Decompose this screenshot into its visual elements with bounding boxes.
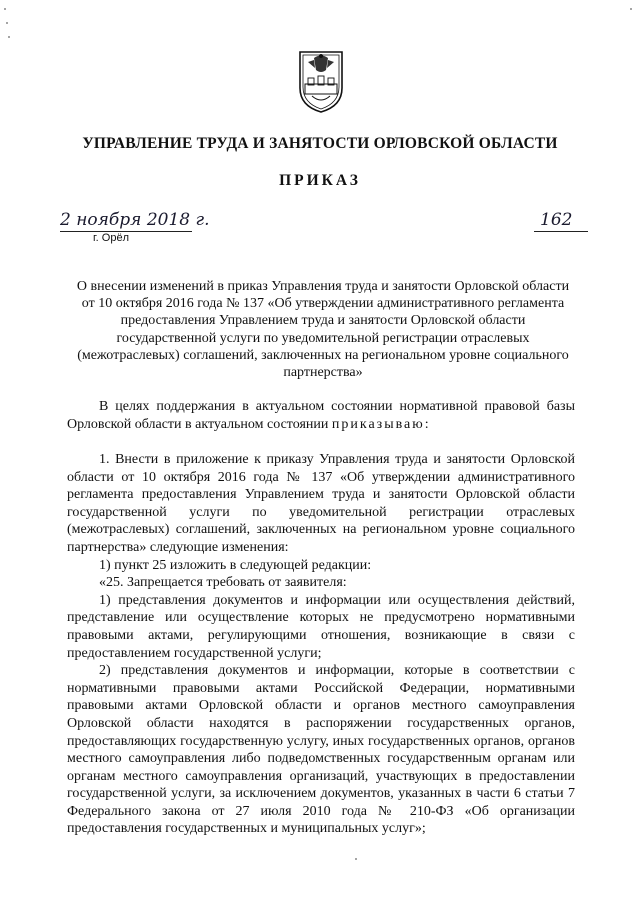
organization-title: УПРАВЛЕНИЕ ТРУДА И ЗАНЯТОСТИ ОРЛОВСКОЙ ОБЛАСТИ	[82, 135, 558, 152]
scan-speck	[6, 22, 8, 24]
scan-speck	[630, 8, 632, 10]
order-subject: О внесении изменений в приказ Управления труда и занятости Орловской области от 10 октября 2016 года № 137 «Об утверждении административного регламента предоставления Управлением труда и занятости Орловской области государственной услуги по уведомительной регистрации отраслевых (межотраслевых) соглашений, заключенных на региональном уровне социального партнерства»	[76, 279, 570, 381]
body-paragraph: 1. Внести в приложение к приказу Управления труда и занятости Орловской области от 10 октября 2016 года № 137 «Об утверждении административного регламента предоставления Управлением труда и занятости Орловской области государственной услуги по уведомительной регистрации отраслевых (межотраслевых) соглашений, заключенных на региональном уровне социального партнерства» следующие изменения:	[67, 452, 575, 555]
handwritten-number: 162	[540, 210, 573, 230]
body-paragraph: 1) пункт 25 изложить в следующей редакции:	[99, 557, 372, 573]
handwritten-date: 2 ноября 2018 г.	[60, 210, 210, 230]
number-underline	[534, 231, 588, 232]
scan-speck	[8, 36, 10, 38]
scan-speck	[355, 858, 357, 860]
body-paragraph: «25. Запрещается требовать от заявителя:	[99, 575, 347, 591]
preamble-text: В целях поддержания в актуальном состоянии нормативной правовой базы Орловской области в актуальном состоянии	[67, 399, 575, 432]
preamble-paragraph	[67, 398, 575, 433]
orel-coat-of-arms-icon	[296, 48, 346, 114]
scan-speck	[4, 8, 6, 10]
order-body	[67, 451, 575, 838]
document-type-title: ПРИКАЗ	[279, 172, 361, 189]
preamble	[67, 398, 575, 433]
command-word: приказываю:	[331, 416, 431, 432]
body-paragraph: 2) представления документов и информации, которые в соответствии с нормативными правовыми актами Российской Федерации, нормативными правовыми актами Орловской области и органов местного самоуправления Орловской области находятся в распоряжении государственных органов, предоставляющих государственную услугу, иных государственных органов, органов местного самоуправления либо подведомственных государственным органам или органам местного самоуправления организаций, участвующих в предоставлении государственной услуги, за исключением документов, указанных в части 6 статьи 7 Федерального закона от 27 июля 2010 года № 210-ФЗ «Об организации предоставления государственных и муниципальных услуг»;	[67, 663, 575, 837]
body-paragraph: 1) представления документов и информации или осуществления действий, представление или осуществление которых не предусмотрено нормативными правовыми актами, регулирующими отношения, возникающие в связи с предоставлением государственной услуги;	[67, 592, 575, 661]
city-label: г. Орёл	[93, 232, 129, 244]
